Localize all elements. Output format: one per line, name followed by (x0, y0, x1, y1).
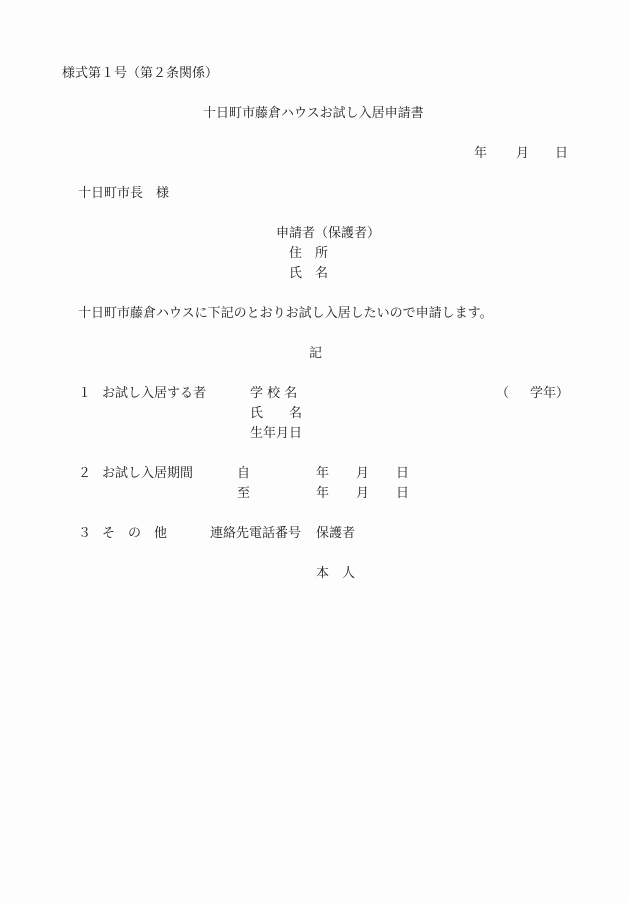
child-name-label: 氏 名 (250, 406, 303, 421)
birth-date-label: 生年月日 (250, 426, 303, 441)
contact-phone-label: 連絡先電話番号 (210, 526, 302, 541)
self-label: 本 人 (316, 566, 356, 581)
item-2-number: ２ (78, 466, 92, 481)
addressee: 十日町市長 様 (78, 186, 170, 201)
period-from-label: 自 (237, 466, 251, 481)
date-month-label: 月 (516, 146, 530, 161)
applicant-name-label: 氏 名 (289, 266, 329, 281)
school-name-label: 学 校 名 (250, 386, 298, 401)
period-from-month: 月 (356, 466, 370, 481)
date-year-label: 年 (474, 146, 488, 161)
period-to-day: 日 (396, 486, 410, 501)
form-number: 様式第１号（第２条関係） (62, 66, 219, 81)
grade-label: 学年） (530, 386, 570, 401)
period-from-day: 日 (396, 466, 410, 481)
applicant-heading: 申請者（保護者） (276, 226, 381, 241)
item-3-number: ３ (78, 526, 92, 541)
item-3-label: そ の 他 (102, 526, 168, 541)
ki-heading: 記 (309, 346, 323, 361)
guardian-label: 保護者 (316, 526, 356, 541)
applicant-address-label: 住 所 (289, 246, 329, 261)
item-1-label: お試し入居する者 (102, 386, 207, 401)
date-day-label: 日 (555, 146, 569, 161)
period-to-label: 至 (237, 486, 251, 501)
item-1-number: １ (78, 386, 92, 401)
document-title: 十日町市藤倉ハウスお試し入居申請書 (203, 106, 424, 121)
request-statement: 十日町市藤倉ハウスに下記のとおりお試し入居したいので申請します。 (78, 306, 493, 321)
period-to-year: 年 (316, 486, 330, 501)
period-to-month: 月 (356, 486, 370, 501)
grade-open-paren: （ (496, 386, 510, 401)
item-2-label: お試し入居期間 (102, 466, 194, 481)
period-from-year: 年 (316, 466, 330, 481)
